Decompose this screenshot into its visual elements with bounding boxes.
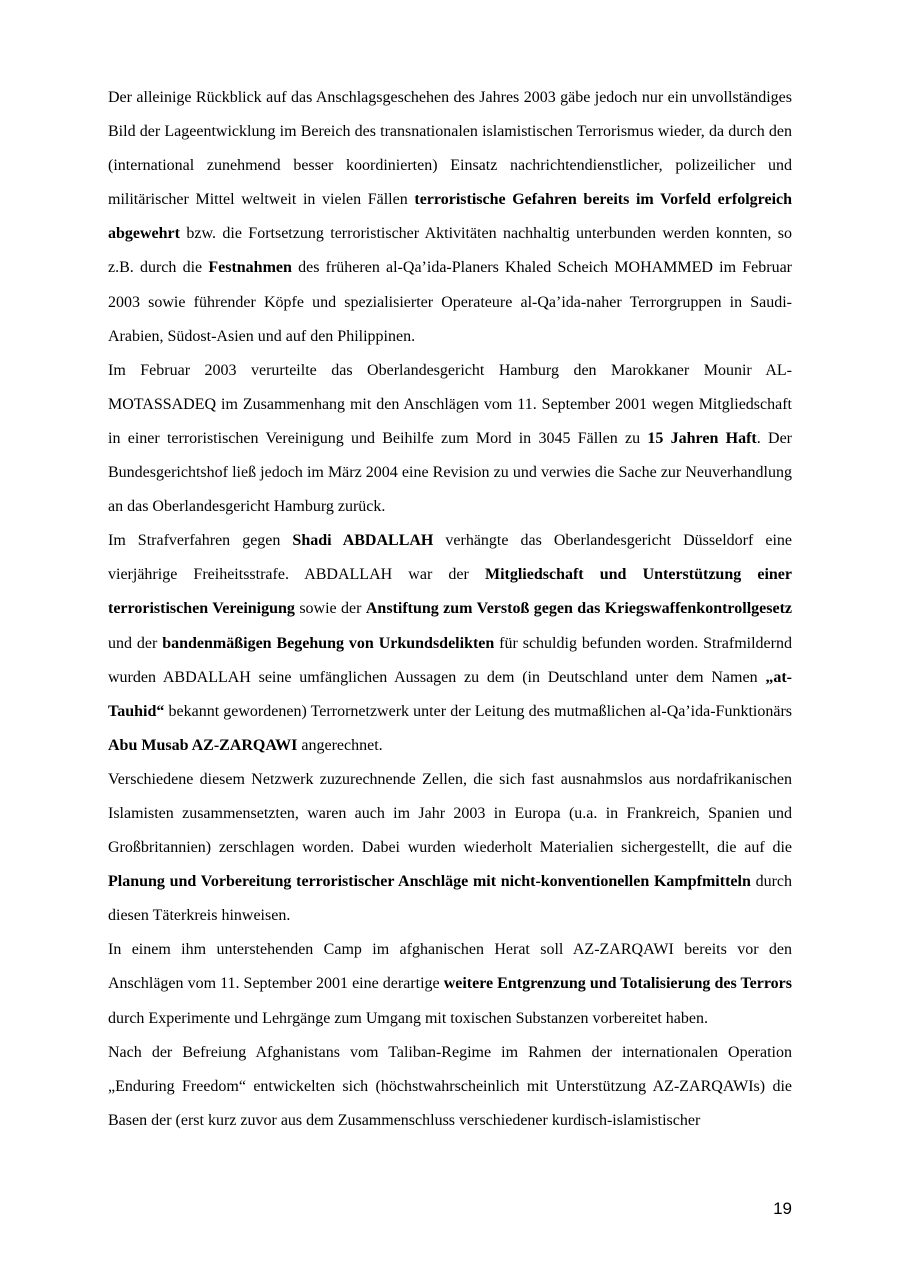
bold-emphasis: Abu Musab AZ-ZARQAWI — [108, 736, 298, 754]
paragraph-afghanistan-bases — [108, 1036, 792, 1138]
bold-emphasis: Anstiftung zum Verstoß gegen das Kriegswaffenkontrollgesetz — [365, 600, 792, 618]
bold-emphasis: terroristische Gefahren bereits im Vorfeld erfolgreich abgewehrt — [108, 191, 793, 243]
text-run: durch diesen Täterkreis hinweisen. — [108, 873, 792, 925]
text-run: angerechnet. — [297, 736, 383, 754]
bold-emphasis: Festnahmen — [208, 259, 292, 277]
text-run: bekannt gewordenen) Terrornetzwerk unter der Leitung des mutmaßlichen al-Qa’ida-Funktionärs — [164, 702, 792, 720]
text-run: für schuldig befunden worden. Strafmildernd wurden ABDALLAH seine umfänglichen Aussagen zu dem (in Deutschland unter dem Namen — [108, 634, 792, 686]
text-run: Verschiedene diesem Netzwerk zuzurechnende Zellen, die sich fast ausnahmslos aus nordafrikanischen Islamisten zusammensetzten, waren auch im Jahr 2003 in Europa (u.a. in Frankreich, Spanien und Großbritannien) zerschlagen worden. Dabei wurden wiederholt Materialien sichergestellt, die auf die — [108, 770, 792, 857]
text-run: des früheren al-Qa’ida-Planers Khaled Scheich MOHAMMED im Februar 2003 sowie führender Köpfe und spezialisierter Operateure al-Qa’ida-naher Terrorgruppen in Saudi-Arabien, Südost-Asien und auf den Philippinen. — [108, 259, 792, 345]
bold-emphasis: 15 Jahren Haft — [647, 429, 757, 447]
text-run: Nach der Befreiung Afghanistans vom Taliban-Regime im Rahmen der internationalen Operation „Enduring Freedom“ entwickelten sich (höchstwahrscheinlich mit Unterstützung AZ-ZARQAWIs) die Basen der (erst kurz zuvor aus dem Zusammenschluss verschiedener kurdisch-islamistischer — [108, 1043, 792, 1129]
text-run: und der — [108, 634, 163, 652]
bold-emphasis: Planung und Vorbereitung terroristischer Anschläge mit nicht-konventionellen Kampfmitteln — [108, 873, 751, 891]
text-run: Der alleinige Rückblick auf das Anschlagsgeschehen des Jahres 2003 gäbe jedoch nur ein unvollständiges Bild der Lageentwicklung im Bereich des transnationalen islamistischen Terrorismus wieder, da durch den (international zunehmend besser koordinierten) Einsatz nachrichtendienstlicher, polizeilicher und militärischer Mittel weltweit in vielen Fällen — [108, 89, 792, 209]
text-run: verhängte das Oberlandesgericht Düsseldorf eine vierjährige Freiheitsstrafe. ABDALLAH war der — [108, 532, 792, 584]
page-number: 19 — [773, 1199, 792, 1218]
bold-emphasis: bandenmäßigen Begehung von Urkundsdelikten — [162, 634, 495, 652]
bold-emphasis: weitere Entgrenzung und Totalisierung des Terrors — [443, 975, 792, 993]
text-run: Im Februar 2003 verurteilte das Oberlandesgericht Hamburg den Marokkaner Mounir AL-MOTASSADEQ im Zusammenhang mit den Anschlägen vom 11. September 2001 wegen Mitgliedschaft in einer terroristischen Vereinigung und Beihilfe zum Mord in 3045 Fällen zu — [108, 361, 792, 447]
text-run: Im Strafverfahren gegen — [108, 532, 293, 550]
text-run: In einem ihm unterstehenden Camp im afghanischen Herat soll AZ-ZARQAWI bereits vor den Anschlägen vom 11. September 2001 eine derartige — [108, 941, 792, 993]
paragraph-cells-europe — [108, 763, 792, 933]
body-text — [108, 81, 792, 1138]
bold-emphasis: „at-Tauhid“ — [108, 668, 792, 720]
paragraph-abdallah-trial — [108, 524, 792, 763]
paragraph-herat-camp — [108, 933, 792, 1035]
text-run: . Der Bundesgerichtshof ließ jedoch im März 2004 eine Revision zu und verwies die Sache zur Neuverhandlung an das Oberlandesgericht Hamburg zurück. — [108, 429, 793, 516]
bold-emphasis: Shadi ABDALLAH — [292, 532, 434, 550]
text-run: sowie der — [294, 600, 366, 618]
paragraph-motassadeq-verdict — [108, 354, 792, 524]
text-run: durch Experimente und Lehrgänge zum Umgang mit toxischen Substanzen vorbereitet haben. — [108, 1009, 708, 1027]
text-run: bzw. die Fortsetzung terroristischer Aktivitäten nachhaltig unterbunden werden konnten, so z.B. durch die — [108, 225, 792, 277]
paragraph-retrospective — [108, 81, 792, 354]
bold-emphasis: Mitgliedschaft und Unterstützung einer terroristischen Vereinigung — [108, 566, 792, 618]
